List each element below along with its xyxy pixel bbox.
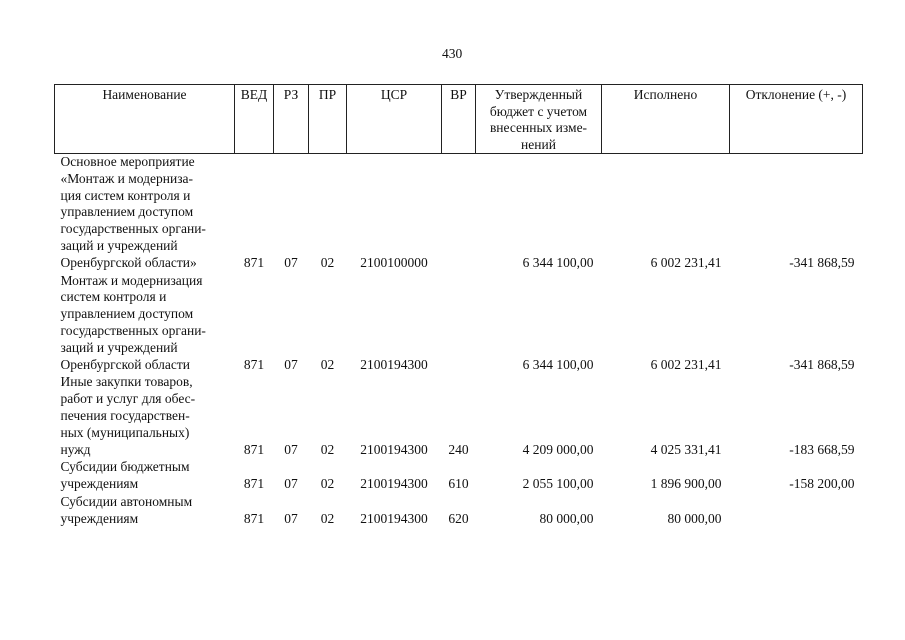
table-row bbox=[55, 494, 863, 529]
row-deviation: -341 868,59 bbox=[789, 356, 855, 372]
row-budget: 6 344 100,00 bbox=[522, 254, 594, 270]
row-csr: 2100194300 bbox=[360, 476, 428, 492]
header-deviation: Отклонение (+, -) bbox=[730, 85, 863, 154]
row-vr bbox=[442, 154, 476, 273]
row-vr bbox=[442, 273, 476, 375]
table-header-row bbox=[55, 85, 863, 154]
row-deviation: -183 668,59 bbox=[789, 441, 855, 457]
row-budget: 6 344 100,00 bbox=[522, 356, 594, 372]
budget-table bbox=[54, 84, 863, 529]
row-rz: 07 bbox=[284, 510, 298, 526]
row-csr: 2100194300 bbox=[360, 441, 428, 457]
row-ved: 871 bbox=[243, 476, 265, 492]
header-ved: ВЕД bbox=[235, 85, 274, 154]
row-ved: 871 bbox=[243, 254, 265, 270]
row-done: 6 002 231,41 bbox=[650, 254, 722, 270]
row-rz: 07 bbox=[284, 254, 298, 270]
row-csr: 2100100000 bbox=[360, 254, 428, 270]
row-budget: 80 000,00 bbox=[539, 510, 594, 526]
row-vr: 610 bbox=[448, 476, 469, 492]
row-csr: 2100194300 bbox=[360, 510, 428, 526]
page-number: 430 bbox=[442, 46, 463, 61]
row-ved: 871 bbox=[243, 510, 265, 526]
row-ved: 871 bbox=[243, 356, 265, 372]
row-deviation: -158 200,00 bbox=[789, 476, 855, 492]
row-name: Монтаж и модернизация систем контроля и управлением доступом государственных органи- заций и учреждений Оренбургской области bbox=[60, 272, 206, 372]
row-name: Иные закупки товаров, работ и услуг для обес- печения государствен- ных (муниципальных) нужд bbox=[60, 374, 196, 457]
row-vr: 240 bbox=[448, 441, 469, 457]
table-row bbox=[55, 459, 863, 494]
row-name: Субсидии бюджетным учреждениям bbox=[60, 459, 190, 492]
row-budget: 4 209 000,00 bbox=[522, 441, 594, 457]
row-csr: 2100194300 bbox=[360, 356, 428, 372]
header-rz: РЗ bbox=[274, 85, 309, 154]
row-rz: 07 bbox=[284, 356, 298, 372]
table-row bbox=[55, 154, 863, 273]
row-pr: 02 bbox=[320, 441, 335, 457]
row-done: 1 896 900,00 bbox=[650, 476, 722, 492]
table-row bbox=[55, 273, 863, 375]
row-name: Субсидии автономным учреждениям bbox=[60, 493, 193, 526]
row-rz: 07 bbox=[284, 441, 298, 457]
row-deviation bbox=[730, 494, 863, 529]
row-done: 80 000,00 bbox=[667, 510, 722, 526]
row-ved: 871 bbox=[243, 441, 265, 457]
row-pr: 02 bbox=[320, 510, 335, 526]
header-name: Наименование bbox=[55, 85, 235, 154]
row-vr: 620 bbox=[448, 510, 469, 526]
row-pr: 02 bbox=[320, 254, 335, 270]
header-csr: ЦСР bbox=[347, 85, 442, 154]
row-budget: 2 055 100,00 bbox=[522, 476, 594, 492]
row-name: Основное мероприятие «Монтаж и модерниза- ция систем контроля и управлением доступом государственных органи- заций и учреждений Оренбургской области» bbox=[60, 154, 206, 270]
row-rz: 07 bbox=[284, 476, 298, 492]
row-done: 4 025 331,41 bbox=[650, 441, 722, 457]
row-pr: 02 bbox=[320, 476, 335, 492]
row-pr: 02 bbox=[320, 356, 335, 372]
header-done: Исполнено bbox=[602, 85, 730, 154]
table-row bbox=[55, 374, 863, 459]
row-deviation: -341 868,59 bbox=[789, 254, 855, 270]
header-budget: Утвержденный бюджет с учетом внесенных изме-нений bbox=[476, 85, 602, 154]
header-pr: ПР bbox=[309, 85, 347, 154]
header-vr: ВР bbox=[442, 85, 476, 154]
row-done: 6 002 231,41 bbox=[650, 356, 722, 372]
